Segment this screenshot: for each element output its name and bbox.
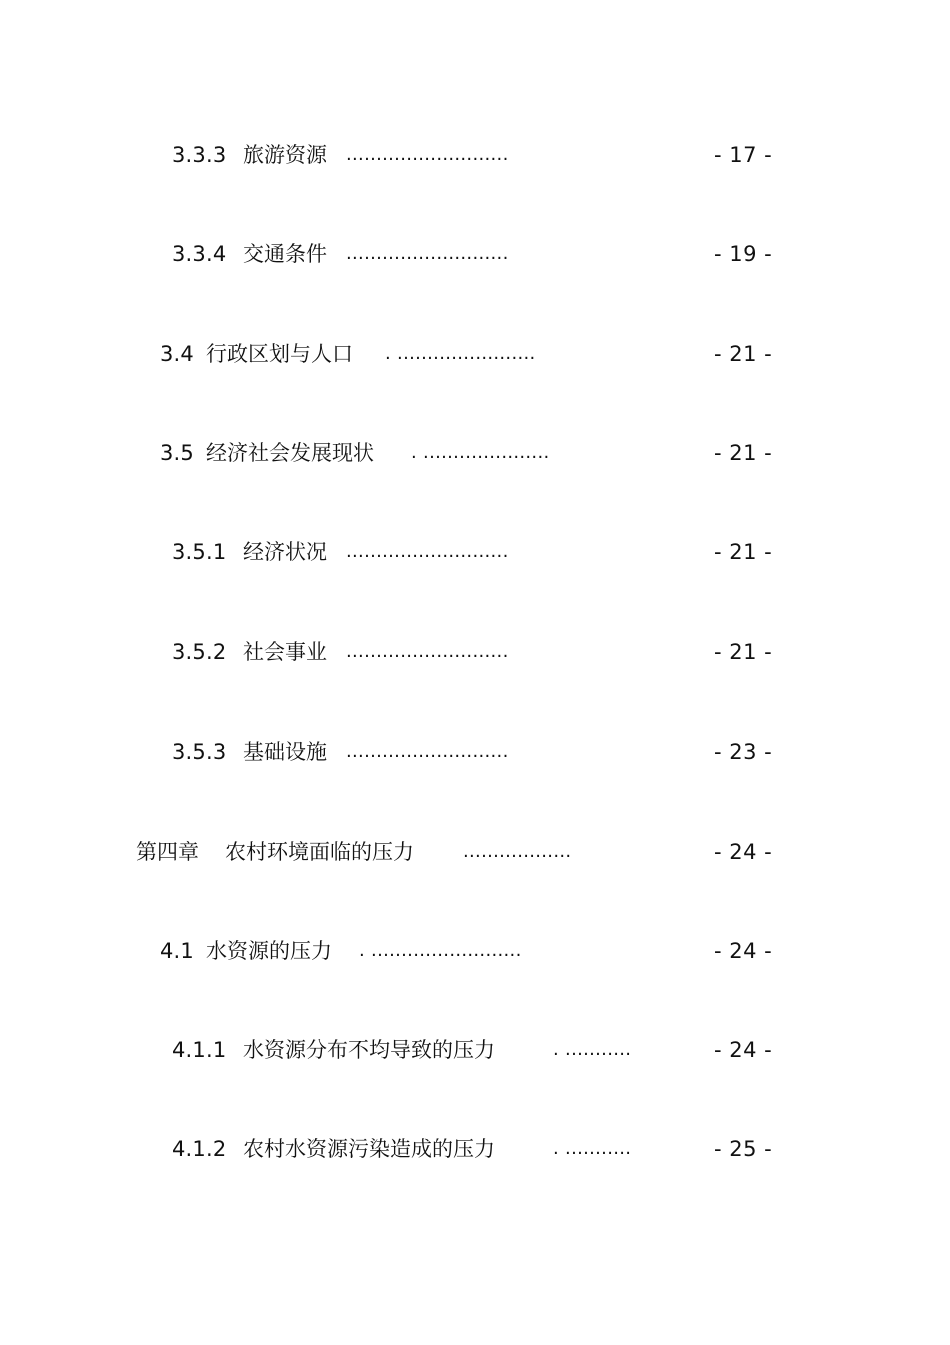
toc-entry-title: 经济社会发展现状 <box>206 441 374 465</box>
toc-entry-page: - 23 - <box>714 740 773 764</box>
toc-leader-dots: ........................... <box>346 741 509 762</box>
toc-entry-number: 3.5 <box>160 441 194 465</box>
toc-entry-page: - 24 - <box>714 939 773 963</box>
toc-entry[interactable] <box>0 1030 950 1070</box>
toc-entry-number: 4.1.2 <box>172 1137 227 1161</box>
toc-leader-dots: . ........... <box>553 1039 632 1060</box>
toc-leader-dots: ........................... <box>346 144 509 165</box>
toc-entry-page: - 21 - <box>714 640 773 664</box>
toc-entry-number: 3.3.4 <box>172 242 227 266</box>
toc-entry-page: - 19 - <box>714 242 773 266</box>
toc-entry-number: 3.5.1 <box>172 540 227 564</box>
toc-leader-dots: . ......................... <box>359 940 522 961</box>
toc-entry[interactable] <box>0 732 950 772</box>
toc-entry[interactable] <box>0 632 950 672</box>
toc-entry[interactable] <box>0 334 950 374</box>
toc-entry-title: 农村水资源污染造成的压力 <box>243 1137 495 1161</box>
toc-entry-page: - 24 - <box>714 1038 773 1062</box>
toc-entry[interactable] <box>0 433 950 473</box>
toc-entry-title: 旅游资源 <box>243 143 327 167</box>
toc-entry-title: 经济状况 <box>243 540 327 564</box>
toc-leader-dots: . ..................... <box>411 442 550 463</box>
toc-entry-title: 行政区划与人口 <box>206 342 353 366</box>
toc-entry[interactable] <box>0 135 950 175</box>
toc-leader-dots: . ........... <box>553 1138 632 1159</box>
toc-entry[interactable] <box>0 234 950 274</box>
toc-entry-page: - 21 - <box>714 441 773 465</box>
toc-leader-dots: ........................... <box>346 641 509 662</box>
toc-chapter-title: 农村环境面临的压力 <box>225 840 414 864</box>
toc-entry-page: - 21 - <box>714 540 773 564</box>
toc-chapter-number: 第四章 <box>136 840 199 864</box>
toc-leader-dots: .................. <box>463 841 572 862</box>
toc-entry-page: - 25 - <box>714 1137 773 1161</box>
toc-chapter-entry[interactable] <box>0 832 950 872</box>
toc-leader-dots: . ....................... <box>385 343 536 364</box>
toc-entry[interactable] <box>0 931 950 971</box>
toc-entry-title: 基础设施 <box>243 740 327 764</box>
toc-entry-number: 3.5.3 <box>172 740 227 764</box>
toc-entry-number: 3.3.3 <box>172 143 227 167</box>
toc-entry-page: - 17 - <box>714 143 773 167</box>
toc-entry-title: 水资源的压力 <box>206 939 332 963</box>
toc-entry[interactable] <box>0 532 950 572</box>
toc-entry[interactable] <box>0 1129 950 1169</box>
toc-entry-number: 3.5.2 <box>172 640 227 664</box>
toc-entry-number: 4.1.1 <box>172 1038 227 1062</box>
toc-entry-number: 3.4 <box>160 342 194 366</box>
toc-leader-dots: ........................... <box>346 243 509 264</box>
toc-entry-title: 水资源分布不均导致的压力 <box>243 1038 495 1062</box>
toc-entry-title: 社会事业 <box>243 640 327 664</box>
toc-entry-page: - 21 - <box>714 342 773 366</box>
toc-entry-page: - 24 - <box>714 840 773 864</box>
toc-entry-title: 交通条件 <box>243 242 327 266</box>
toc-entry-number: 4.1 <box>160 939 194 963</box>
toc-leader-dots: ........................... <box>346 541 509 562</box>
